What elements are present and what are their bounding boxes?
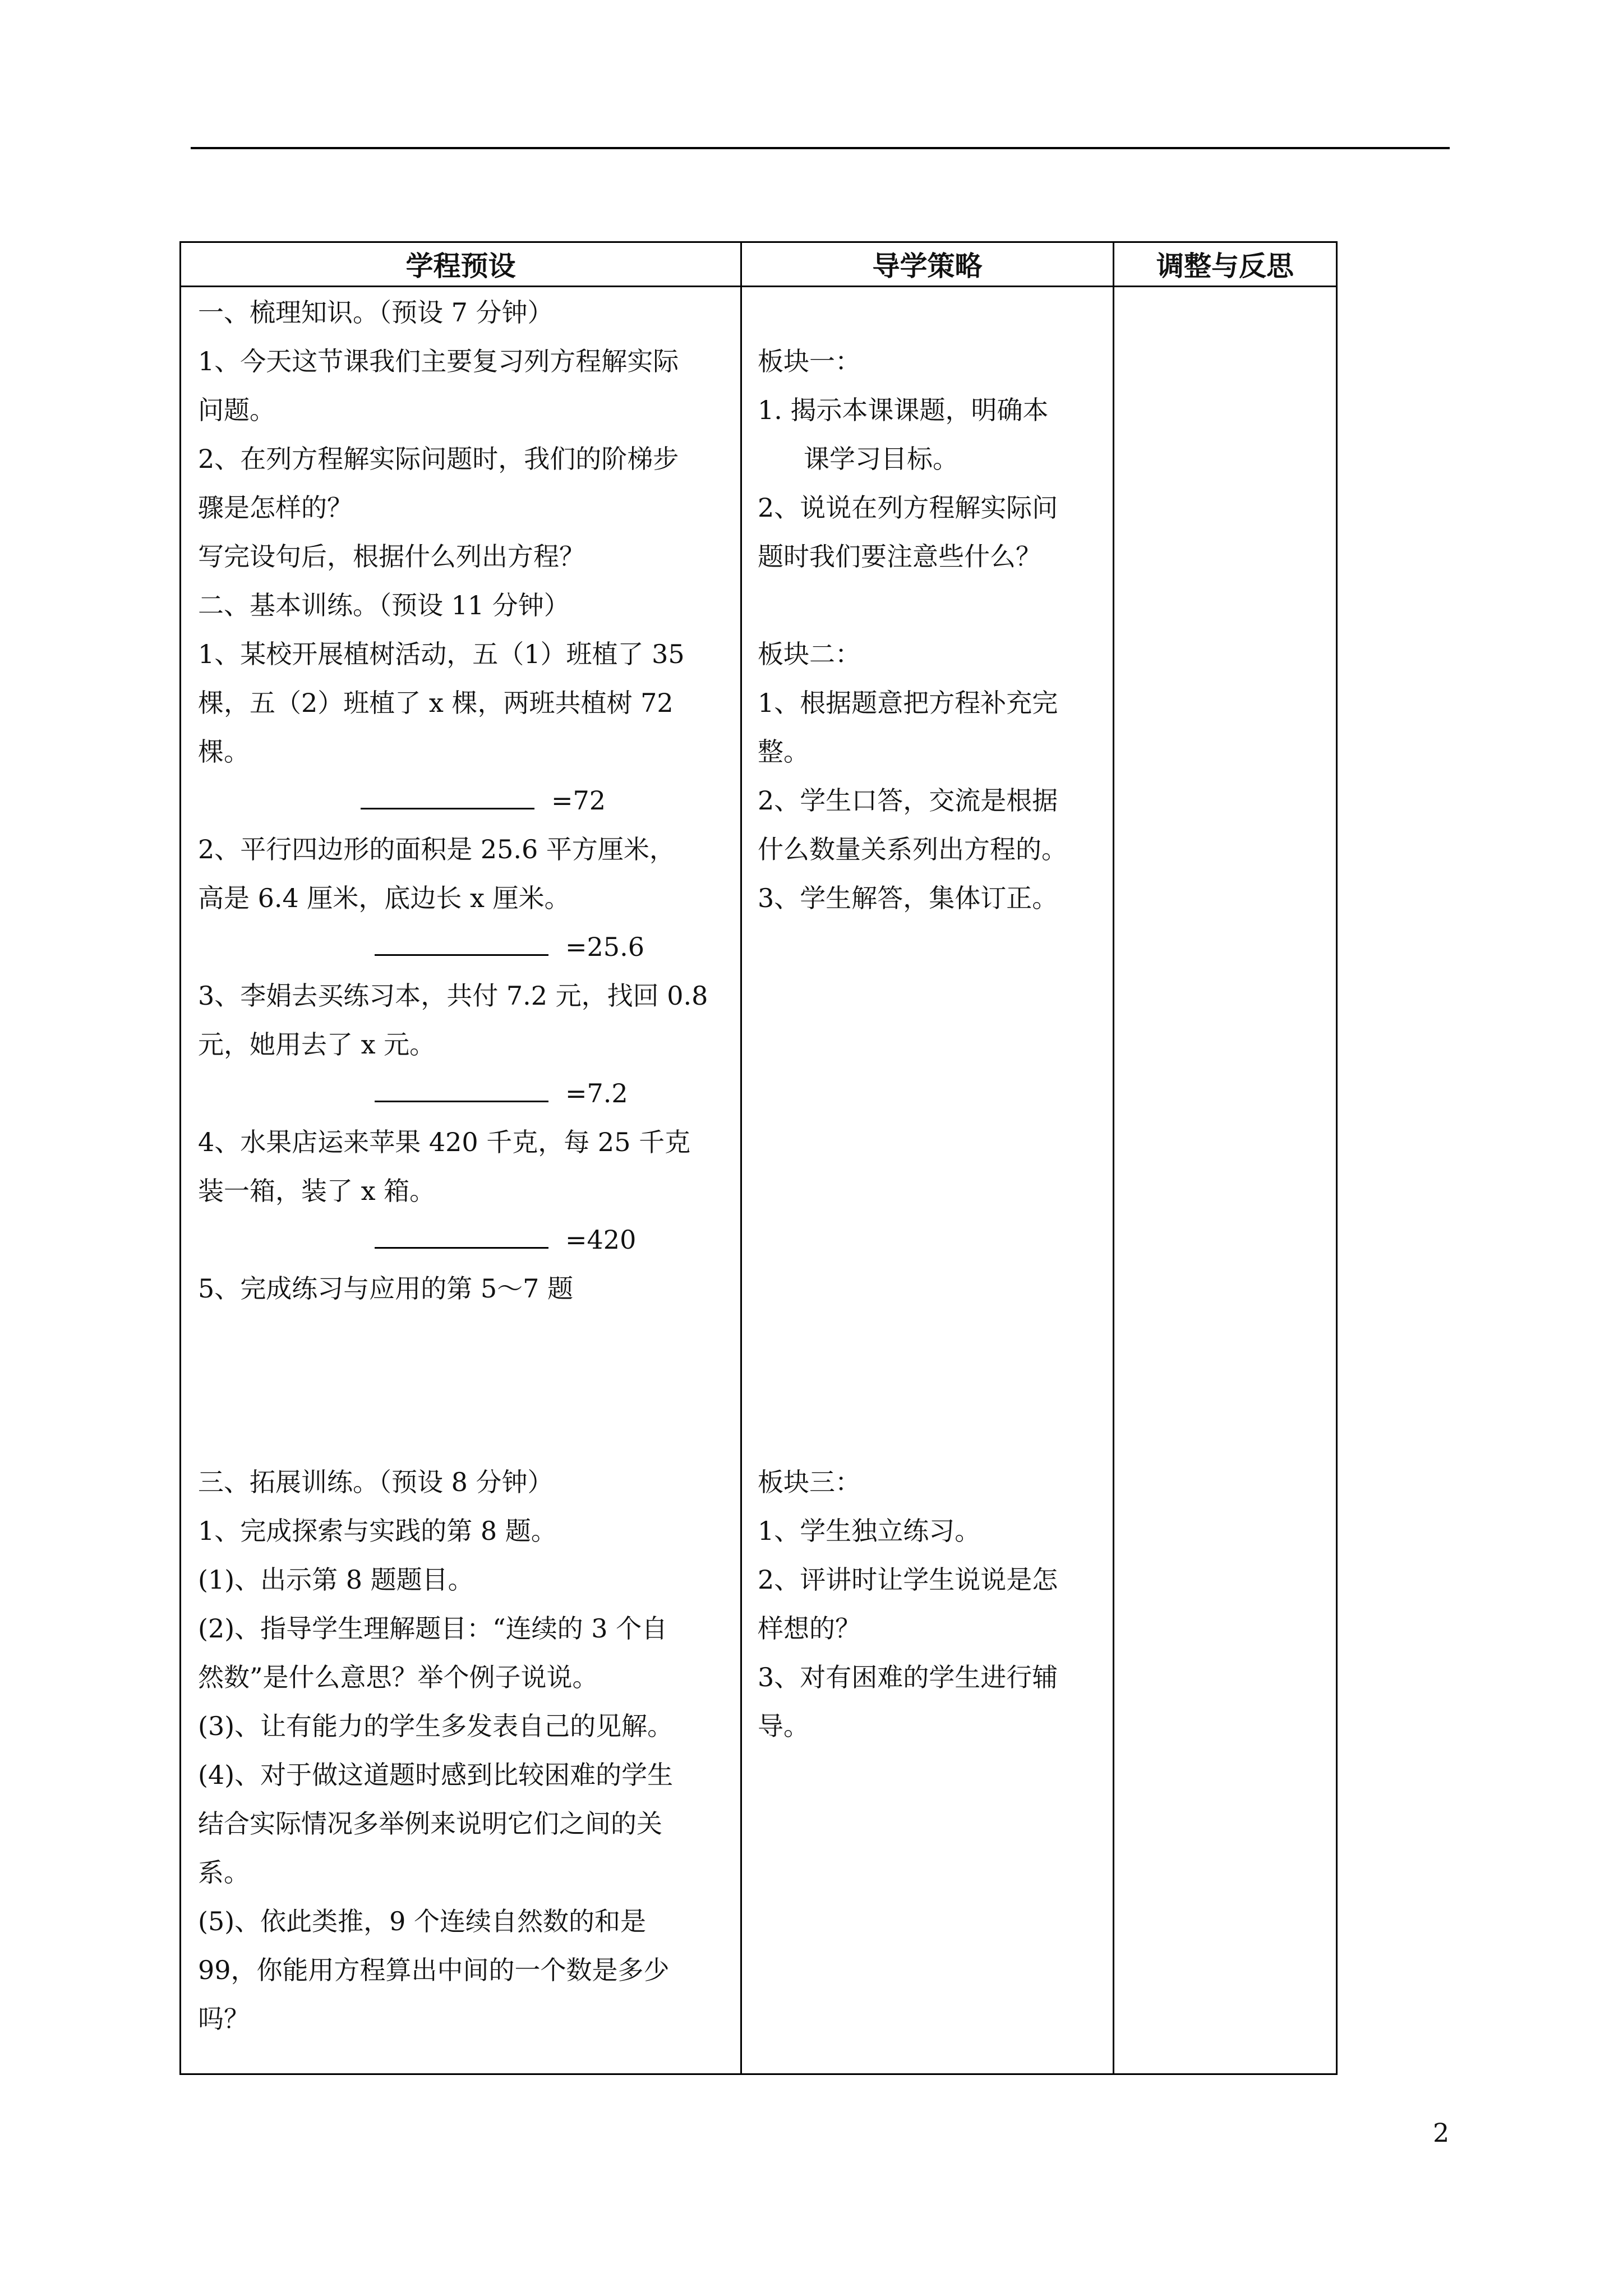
text-line: 结合实际情况多举例来说明它们之间的关 — [198, 1809, 662, 1839]
table-body-row — [181, 287, 1337, 2074]
text-line: 棵。 — [198, 737, 250, 767]
answer-blank — [361, 785, 534, 809]
equation-blank-4 — [375, 1223, 636, 1257]
text-line: 3、学生解答，集体订正。 — [758, 883, 1058, 913]
page-number: 2 — [1433, 2118, 1450, 2148]
text-line: 4、水果店运来苹果 420 千克，每 25 千克 — [198, 1127, 691, 1157]
lesson-plan-table — [179, 241, 1338, 2075]
text-line: (1)、出示第 8 题题目。 — [198, 1565, 474, 1595]
guidance-strategy-cell — [741, 287, 1114, 2074]
text-line: 然数”是什么意思？举个例子说说。 — [198, 1662, 598, 1692]
text-line: 课学习目标。 — [804, 444, 958, 474]
text-line: 问题。 — [198, 395, 275, 425]
table-header-row — [181, 242, 1337, 287]
text-line: 1、完成探索与实践的第 8 题。 — [198, 1516, 557, 1546]
answer-blank — [375, 1225, 548, 1249]
text-line: (5)、依此类推，9 个连续自然数的和是 — [198, 1906, 647, 1936]
text-line: 写完设句后，根据什么列出方程？ — [198, 541, 585, 572]
header-learning-preset: 学程预设 — [181, 242, 741, 287]
text-line: (4)、对于做这道题时感到比较困难的学生 — [198, 1760, 674, 1790]
block-title: 板块二： — [758, 639, 861, 669]
equation-rhs: =25.6 — [565, 932, 644, 962]
text-line: 高是 6.4 厘米，底边长 x 厘米。 — [198, 883, 570, 913]
text-line: 5、完成练习与应用的第 5～7 题 — [198, 1273, 574, 1304]
learning-preset-cell — [181, 287, 741, 2074]
text-line: 棵，五（2）班植了 x 棵，两班共植树 72 — [198, 688, 674, 718]
text-line: 什么数量关系列出方程的。 — [758, 834, 1067, 864]
equation-blank-1 — [361, 784, 606, 817]
equation-rhs: =420 — [565, 1225, 637, 1255]
text-line: 2、说说在列方程解实际问 — [758, 493, 1058, 523]
header-adjust-reflect: 调整与反思 — [1114, 242, 1337, 287]
section-title: 二、基本训练。（预设 11 分钟） — [198, 590, 570, 620]
text-line: 99，你能用方程算出中间的一个数是多少 — [198, 1955, 670, 1985]
section-title: 一、梳理知识。（预设 7 分钟） — [198, 297, 554, 328]
equation-rhs: =7.2 — [565, 1078, 628, 1108]
block-title: 板块三： — [758, 1467, 861, 1497]
block-title: 板块一： — [758, 346, 861, 376]
text-line: (3)、让有能力的学生多发表自己的见解。 — [198, 1711, 674, 1741]
text-line: 2、平行四边形的面积是 25.6 平方厘米， — [198, 834, 675, 864]
text-line: 1、学生独立练习。 — [758, 1516, 981, 1546]
text-line: 3、对有困难的学生进行辅 — [758, 1662, 1058, 1692]
text-line: 整。 — [758, 737, 809, 767]
adjust-reflect-cell[interactable] — [1114, 287, 1337, 2074]
text-line: 1. 揭示本课课题，明确本 — [758, 395, 1049, 425]
text-line: 元，她用去了 x 元。 — [198, 1029, 436, 1060]
text-line: 装一箱，装了 x 箱。 — [198, 1176, 436, 1206]
equation-rhs: =72 — [551, 785, 606, 816]
text-line: 2、评讲时让学生说说是怎 — [758, 1565, 1058, 1595]
answer-blank — [375, 932, 548, 956]
text-line: (2)、指导学生理解题目：“连续的 3 个自 — [198, 1613, 668, 1644]
text-line: 2、学生口答，交流是根据 — [758, 785, 1058, 816]
text-line: 吗？ — [198, 2004, 250, 2034]
text-line: 1、今天这节课我们主要复习列方程解实际 — [198, 346, 679, 376]
text-line: 样想的？ — [758, 1613, 861, 1644]
section-title: 三、拓展训练。（预设 8 分钟） — [198, 1467, 554, 1497]
answer-blank — [375, 1078, 548, 1102]
text-line: 导。 — [758, 1711, 809, 1741]
equation-blank-2 — [375, 930, 644, 964]
text-line: 骤是怎样的？ — [198, 493, 353, 523]
text-line: 系。 — [198, 1857, 250, 1888]
text-line: 1、某校开展植树活动，五（1）班植了 35 — [198, 639, 685, 669]
text-line: 2、在列方程解实际问题时，我们的阶梯步 — [198, 444, 679, 474]
text-line: 1、根据题意把方程补充完 — [758, 688, 1058, 718]
equation-blank-3 — [375, 1076, 628, 1110]
header-rule — [191, 147, 1450, 149]
text-line: 3、李娟去买练习本，共付 7.2 元，找回 0.8 — [198, 981, 708, 1011]
header-guidance-strategy: 导学策略 — [741, 242, 1114, 287]
text-line: 题时我们要注意些什么？ — [758, 541, 1041, 572]
